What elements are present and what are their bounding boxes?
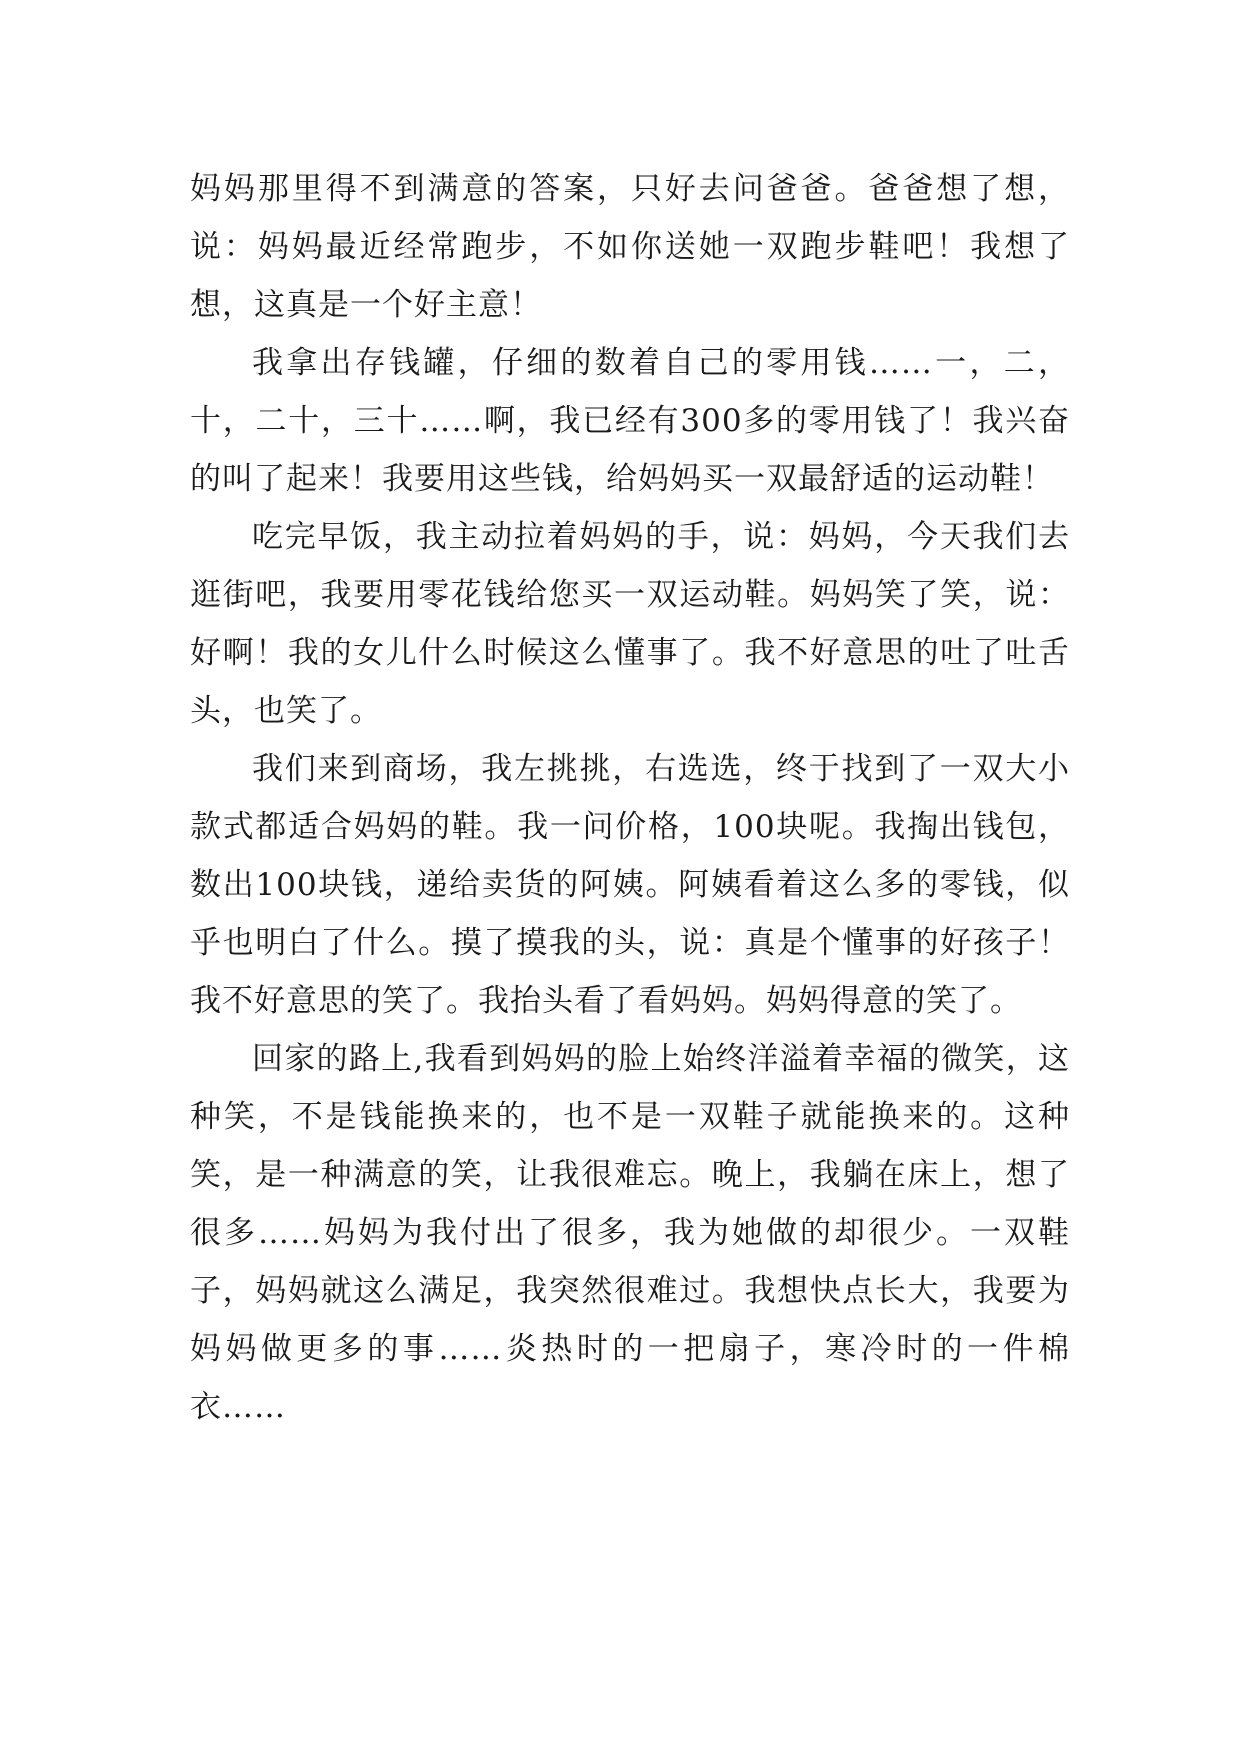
- paragraph-way-home: 回家的路上,我看到妈妈的脸上始终洋溢着幸福的微笑，这种笑，不是钱能换来的，也不是一双鞋子就能换来的。这种笑，是一种满意的笑，让我很难忘。晚上，我躺在床上，想了很多……妈妈为我付出了很多，我为她做的却很少。一双鞋子，妈妈就这么满足，我突然很难过。我想快点长大，我要为妈妈做更多的事……炎热时的一把扇子，寒冷时的一件棉衣……: [190, 1041, 1070, 1425]
- paragraph-piggy-bank: 我拿出存钱罐，仔细的数着自己的零用钱……一，二，十，二十，三十……啊，我已经有300多的零用钱了！我兴奋的叫了起来！我要用这些钱，给妈妈买一双最舒适的运动鞋！: [190, 345, 1070, 497]
- paragraph-mall: 我们来到商场，我左挑挑，右选选，终于找到了一双大小款式都适合妈妈的鞋。我一问价格，100块呢。我掏出钱包，数出100块钱，递给卖货的阿姨。阿姨看着这么多的零钱，似乎也明白了什么。摸了摸我的头，说：真是个懂事的好孩子！我不好意思的笑了。我抬头看了看妈妈。妈妈得意的笑了。: [190, 751, 1070, 1019]
- document-page: [190, 160, 1070, 1436]
- paragraph-breakfast: 吃完早饭，我主动拉着妈妈的手，说：妈妈，今天我们去逛街吧，我要用零花钱给您买一双运动鞋。妈妈笑了笑，说：好啊！我的女儿什么时候这么懂事了。我不好意思的吐了吐舌头，也笑了。: [190, 519, 1070, 729]
- paragraph-continued: 妈妈那里得不到满意的答案，只好去问爸爸。爸爸想了想，说：妈妈最近经常跑步，不如你送她一双跑步鞋吧！我想了想，这真是一个好主意！: [190, 171, 1070, 323]
